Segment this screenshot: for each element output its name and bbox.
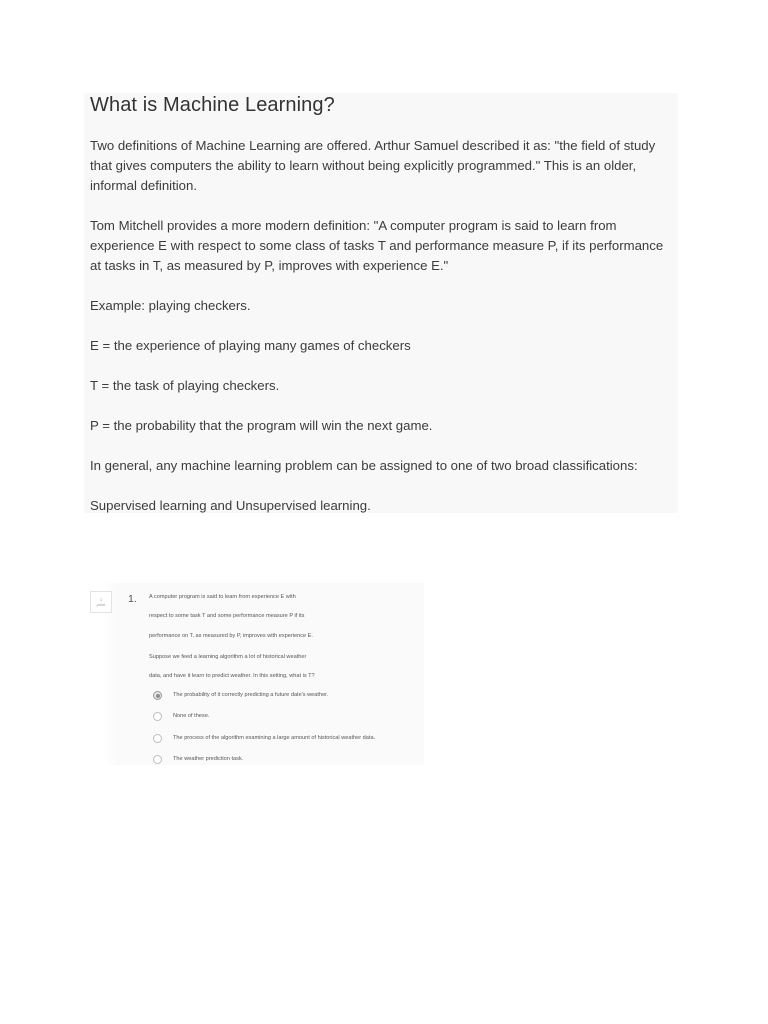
question-text-line: respect to some task T and some performance measure P if its (149, 613, 305, 619)
paragraph-example: Example: playing checkers. (90, 298, 251, 313)
question-text-line: data, and have it learn to predict weather. In this setting, what is T? (149, 673, 315, 679)
question-text-line: Suppose we feed a learning algorithm a lot of historical weather (149, 654, 307, 660)
quiz-question-screenshot (88, 583, 424, 765)
paragraph-mitchell: Tom Mitchell provides a more modern definition: "A computer program is said to learn from experience E with respect to some class of tasks T and performance measure P, if its performance at tasks in T, as measured by P, improves with experience E." (90, 218, 664, 273)
paragraph-experience: E = the experience of playing many games of checkers (90, 338, 411, 353)
paragraph-classifications: In general, any machine learning problem can be assigned to one of two broad classifications: (90, 458, 638, 473)
answer-option-label: The weather prediction task. (173, 756, 244, 762)
paragraph-definitions: Two definitions of Machine Learning are offered. Arthur Samuel described it as: "the field of study that gives computers the ability to learn without being explicitly programmed." This is an older, informal definition. (90, 138, 656, 193)
paragraph-task: T = the task of playing checkers. (90, 378, 280, 393)
answer-option-label: The probability of it correctly predicting a future date's weather. (173, 692, 329, 698)
paragraph-learning-types: Supervised learning and Unsupervised learning. (90, 498, 371, 513)
radio-button-selected[interactable] (153, 691, 162, 700)
points-value: 1 (99, 597, 103, 602)
question-text-line: A computer program is said to learn from experience E with (149, 594, 296, 600)
question-number: 1. (128, 593, 137, 605)
radio-button[interactable] (153, 734, 162, 743)
radio-button[interactable] (153, 712, 162, 721)
question-text-line: performance on T, as measured by P, improves with experience E. (149, 633, 313, 639)
article-section (84, 93, 678, 513)
paragraph-performance: P = the probability that the program will win the next game. (90, 418, 433, 433)
points-unit: point (96, 602, 106, 607)
answer-option-label: None of these. (173, 713, 210, 719)
answer-option-label: The process of the algorithm examining a large amount of historical weather data. (173, 735, 376, 741)
points-badge (90, 591, 112, 613)
radio-button[interactable] (153, 755, 162, 764)
article-title: What is Machine Learning? (90, 94, 335, 116)
